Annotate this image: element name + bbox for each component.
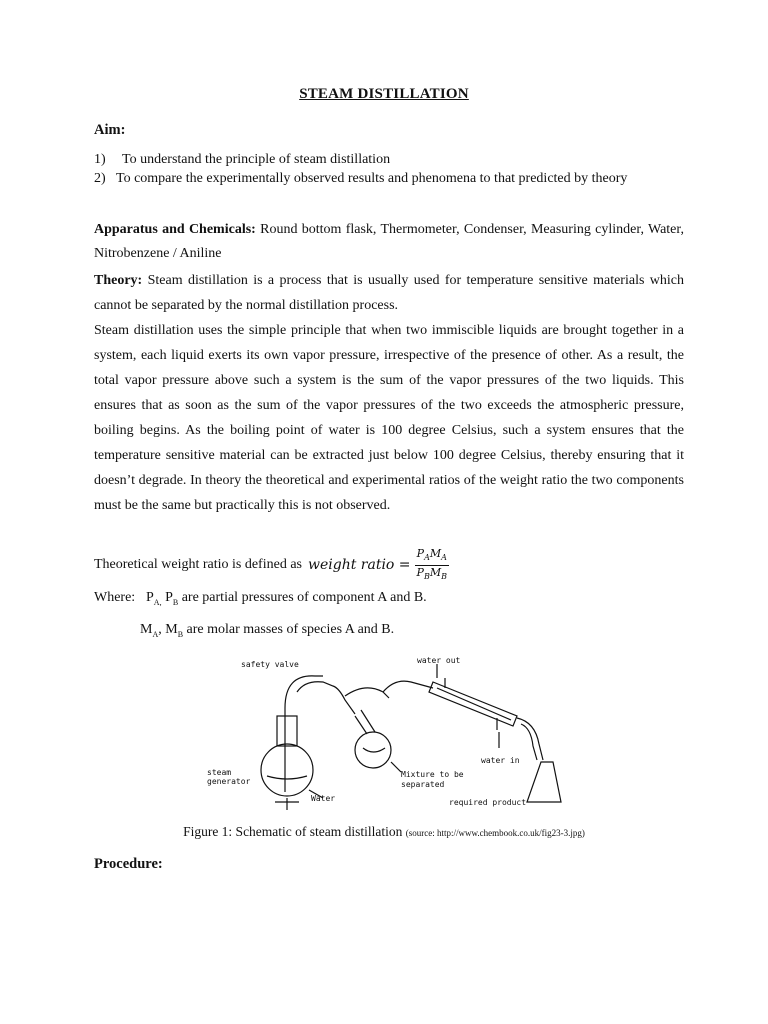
formula-subscript: B (423, 571, 430, 581)
label-required-product: required product (449, 798, 527, 807)
label-generator: generator (207, 777, 251, 786)
label-steam: steam (207, 768, 232, 777)
theory-label: Theory: (94, 273, 143, 288)
molar-mass-line (140, 622, 394, 639)
formula-numerator (415, 547, 449, 565)
mixture-flask (355, 732, 391, 768)
formula-denominator (415, 566, 449, 583)
formula-symbol: M (429, 565, 442, 579)
figure-caption (0, 824, 768, 840)
formula-symbol: P (416, 547, 425, 561)
formula-fraction (415, 547, 449, 582)
subscript: A (152, 629, 159, 639)
aim-item (94, 150, 684, 169)
aim-heading: Aim: (94, 122, 126, 138)
where-line (94, 590, 427, 607)
aim-item-number: 2) (94, 171, 106, 186)
formula-subscript: A (424, 553, 430, 563)
label-mixture: Mixture to be (401, 770, 464, 779)
subscript: B (177, 629, 184, 639)
formula-symbol: M (429, 547, 442, 561)
aim-item (94, 169, 684, 188)
aim-item-number: 1) (94, 152, 106, 167)
apparatus-paragraph (94, 218, 684, 266)
formula-subscript: A (441, 553, 447, 563)
formula-line (94, 548, 684, 582)
caption-text: Figure 1: Schematic of steam distillation (183, 824, 406, 839)
apparatus-text: Round bottom flask, Thermometer, Condenser, Measuring cylinder, Water, Nitrobenzene / Aniline (94, 222, 684, 261)
symbol: , M (158, 622, 178, 637)
label-water-in: water in (481, 756, 520, 765)
aim-item-text: To compare the experimentally observed results and phenomena to that predicted by theory (116, 171, 628, 186)
formula-subscript: B (441, 571, 447, 581)
subscript: B (172, 597, 179, 607)
symbol: M (140, 622, 153, 637)
label-safety-valve: safety valve (241, 660, 299, 669)
receiving-flask (527, 762, 561, 802)
theory-paragraph-1 (94, 268, 684, 318)
subscript: A, (153, 597, 162, 607)
formula-lhs: weight ratio = (307, 557, 411, 573)
procedure-heading: Procedure: (94, 856, 163, 872)
formula-lead: Theoretical weight ratio is defined as (94, 557, 302, 572)
safety-valve-tube (285, 676, 323, 708)
steam-generator-flask (261, 744, 313, 796)
theory-text-1: Steam distillation is a process that is usually used for temperature sensitive materials which cannot be separated by the normal distillation process. (94, 273, 684, 313)
aim-list (94, 150, 684, 188)
apparatus-figure (205, 652, 577, 812)
aim-item-text: To understand the principle of steam distillation (122, 152, 391, 167)
symbol: P (146, 590, 154, 605)
symbol: P (165, 590, 173, 605)
label-separated: separated (401, 780, 445, 789)
steam-generator-neck (277, 716, 297, 746)
molar-text: are molar masses of species A and B. (183, 622, 395, 637)
caption-source: (source: http://www.chembook.co.uk/fig23-3.jpg) (405, 828, 585, 838)
apparatus-label: Apparatus and Chemicals: (94, 222, 256, 237)
theory-paragraph-2: Steam distillation uses the simple principle that when two immiscible liquids are brought together in a system, each liquid exerts its own vapor pressure, irrespective of the presence of other. As a result, the total vapor pressure above such a system is the sum of the vapor pressures of the two liquids. This ensures that as soon as the sum of the vapor pressures of the two exceeds the atmospheric pressure, boiling begins. As the boiling point of water is 100 degree Celsius, such a system ensures that the temperature sensitive material can be extracted just below 100 degree Celsius, thereby ensuring that it doesn’t degrade. In theory the theoretical and experimental ratios of the weight ratio the two components must be the same but practically this is not observed. (94, 323, 684, 513)
label-water: Water (311, 794, 336, 803)
formula-symbol: P (416, 565, 424, 579)
apparatus-diagram (205, 652, 577, 812)
where-text: are partial pressures of component A and B. (178, 590, 427, 605)
where-label: Where: (94, 590, 136, 605)
theory-section (94, 268, 684, 518)
label-water-out: water out (417, 656, 461, 665)
document-title: STEAM DISTILLATION (299, 86, 469, 102)
